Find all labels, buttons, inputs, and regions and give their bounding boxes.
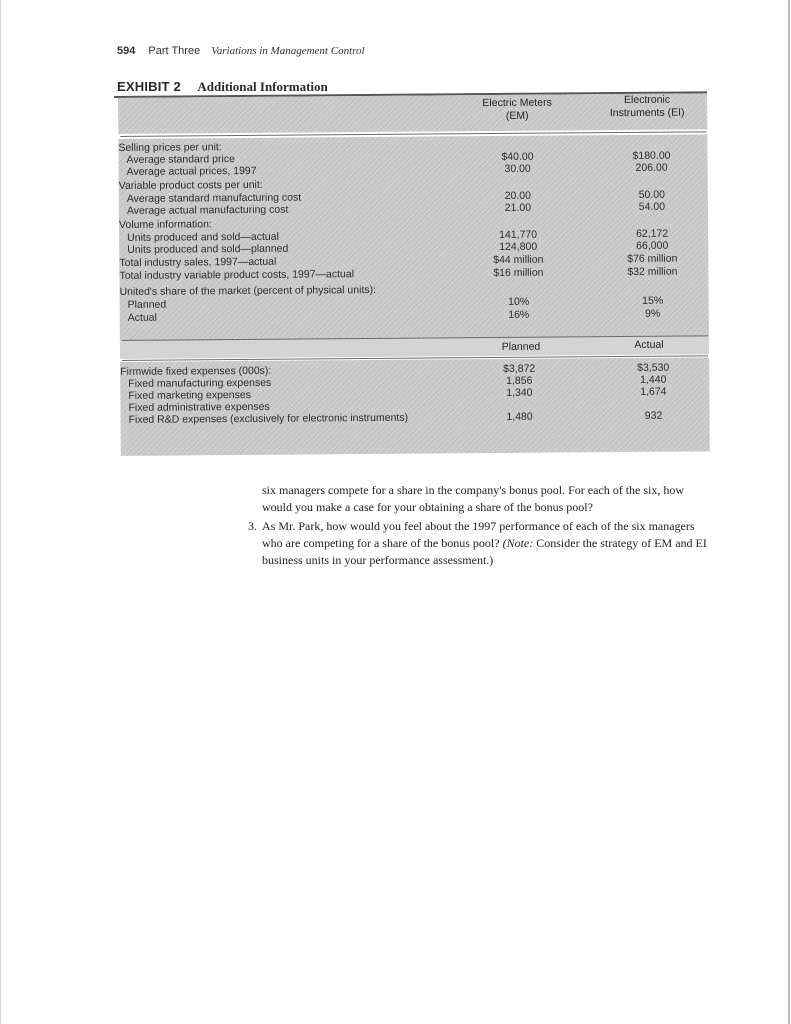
em-value: $40.00: [501, 150, 534, 163]
planned-value: $3,872: [503, 362, 536, 375]
expense-label: Fixed marketing expenses: [128, 388, 251, 402]
row-label: Units produced and sold—planned: [127, 242, 289, 256]
ei-value: 66,000: [636, 239, 669, 252]
col-header-ei: [592, 93, 702, 120]
em-value: $16 million: [493, 266, 544, 280]
row-label: Average standard manufacturing cost: [126, 191, 302, 205]
continuation-paragraph: six managers compete for a share in the company's bonus pool. For each of the six, how would you make a case for your obtaining a share of the bonus pool?: [262, 483, 685, 514]
actual-value: 932: [644, 409, 663, 422]
page-edge: [0, 0, 1, 1024]
row-label: Actual: [127, 311, 157, 324]
em-value: 20.00: [504, 189, 531, 202]
col-header-actual: Actual: [634, 338, 664, 351]
ei-value: $76 million: [627, 252, 678, 265]
exhibit-table: [116, 89, 711, 456]
ei-value: 206.00: [635, 161, 668, 174]
part-label: Part Three: [148, 45, 201, 57]
row-label: Volume information:: [118, 218, 212, 231]
exhibit-number: EXHIBIT 2: [117, 79, 181, 94]
em-value: 16%: [508, 308, 530, 321]
planned-value: 1,340: [506, 386, 533, 399]
col-header-em: [462, 96, 572, 123]
ei-value: 50.00: [638, 188, 665, 201]
running-head: [117, 45, 365, 57]
em-value: 141,770: [499, 228, 538, 241]
note-label: (Note:: [502, 536, 534, 550]
actual-value: 1,674: [640, 385, 667, 398]
em-value: 21.00: [504, 201, 532, 214]
ei-value: 15%: [642, 294, 664, 307]
row-label: Units produced and sold—actual: [127, 230, 279, 244]
ei-value: $180.00: [632, 149, 671, 162]
actual-value: $3,530: [637, 361, 670, 374]
col-header-planned: Planned: [501, 340, 541, 353]
row-label: Planned: [127, 298, 167, 311]
ei-value: $32 million: [627, 265, 678, 278]
row-label: Average actual manufacturing cost: [126, 203, 289, 217]
row-label: Selling prices per unit:: [118, 141, 222, 154]
row-label: United's share of the market (percent of physical units):: [119, 283, 377, 298]
em-value: 30.00: [504, 162, 531, 175]
row-label: Variable product costs per unit:: [118, 178, 263, 192]
question-3: 3. As Mr. Park, how would you feel about the 1997 performance of each of the six managers who are competing for a share of the bonus pool? (Note: Consider the strategy of EM and EI business units in your performance assessment.): [248, 519, 707, 567]
ei-value: 62,172: [636, 227, 669, 240]
exhibit-title: Additional Information: [197, 79, 328, 94]
chapter-title: Variations in Management Control: [211, 45, 365, 57]
col-header-ei-line1: Electronic: [623, 93, 671, 107]
em-value: $44 million: [493, 253, 544, 267]
row-label: Total industry variable product costs, 1997—actual: [119, 268, 355, 282]
planned-value: 1,856: [506, 374, 533, 387]
ei-value: 9%: [645, 307, 661, 320]
expense-label: Fixed R&D expenses (exclusively for electronic instruments): [128, 411, 409, 426]
em-value: 10%: [508, 295, 530, 308]
question-text: As Mr. Park, how would you feel about the 1997 performance of each of the six managers who are competing for a share of the bonus pool?: [262, 519, 695, 550]
planned-value: 1,480: [506, 410, 533, 423]
em-value: 124,800: [499, 240, 538, 253]
ei-value: 54.00: [638, 200, 666, 213]
page-edge: [788, 0, 790, 1024]
col-header-ei-line2: Instruments (EI): [609, 106, 685, 120]
row-label: Average standard price: [126, 153, 235, 166]
expense-label: Firmwide fixed expenses (000s):: [120, 364, 272, 378]
actual-value: 1,440: [640, 373, 667, 386]
row-label: Total industry sales, 1997—actual: [119, 255, 277, 269]
col-header-em-line2: (EM): [505, 109, 529, 122]
col-header-em-line1: Electric Meters: [482, 96, 552, 110]
expense-label: Fixed administrative expenses: [128, 400, 270, 414]
page-number: 594: [117, 45, 136, 57]
body-text: [248, 482, 712, 569]
note-text: Consider the strategy of EM and EI business units in your performance assessment.): [262, 536, 707, 567]
row-label: Average actual prices, 1997: [126, 164, 257, 178]
expense-label: Fixed manufacturing expenses: [128, 376, 272, 390]
